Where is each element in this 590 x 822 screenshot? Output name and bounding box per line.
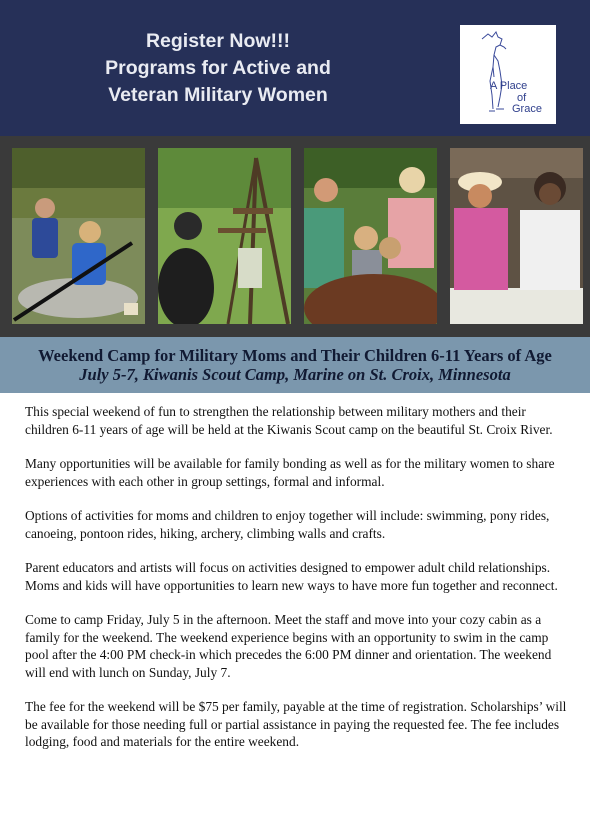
camp-info-bar — [0, 337, 590, 393]
canoe-photo — [12, 148, 145, 324]
paragraph-fee: The fee for the weekend will be $75 per family, payable at the time of registration. Scholarships’ will be available for those needing full or partial assistance in paying the requested fee. The fee includes lodging, food and materials for the entire weekend. — [25, 699, 567, 749]
paragraph-schedule: Come to camp Friday, July 5 in the afternoon. Meet the staff and move into your cozy cabin as a family for the weekend. The weekend experience begins with an opportunity to swim in the camp pool after the 4:00 PM check-in which precedes the 6:00 PM dinner and orientation. The weekend will end with lunch on Sunday, July 7. — [25, 612, 552, 680]
crafts-photo — [450, 148, 583, 324]
logo-line-3: Grace — [512, 103, 542, 115]
paragraph-activities: Options of activities for moms and children to enjoy together will include: swimming, pony rides, canoeing, pontoon rides, hiking, archery, climbing walls and crafts. — [25, 508, 550, 541]
photo-strip — [0, 136, 590, 337]
camp-date-location: July 5-7, Kiwanis Scout Camp, Marine on St. Croix, Minnesota — [79, 365, 511, 384]
pony-photo — [304, 148, 437, 324]
paragraph-intro: This special weekend of fun to strengthen the relationship between military mothers and their children 6-11 years of age will be held at the Kiwanis Scout camp on the beautiful St. Croix River. — [25, 404, 553, 437]
headline-line-1: Register Now!!! — [145, 30, 291, 52]
register-headline — [0, 28, 436, 109]
headline-line-2: Programs for Active and — [105, 57, 331, 79]
paragraph-bonding: Many opportunities will be available for family bonding as well as for the military women to share experiences with each other in group settings, formal and informal. — [25, 456, 555, 489]
camp-title: Weekend Camp for Military Moms and Their Children 6-11 Years of Age — [38, 346, 552, 365]
logo-text — [460, 81, 556, 116]
paragraph-educators: Parent educators and artists will focus on activities designed to empower adult child relationships. Moms and kids will have opportunities to learn new ways to have more fun together and reconnect. — [25, 560, 558, 593]
header-banner — [0, 0, 590, 136]
easel-photo — [158, 148, 291, 324]
logo-line-2: of — [517, 91, 527, 104]
a-place-of-grace-logo — [460, 25, 556, 124]
logo-line-1: A Place — [490, 80, 528, 92]
headline-line-3: Veteran Military Women — [108, 84, 328, 106]
description-body — [25, 403, 570, 768]
